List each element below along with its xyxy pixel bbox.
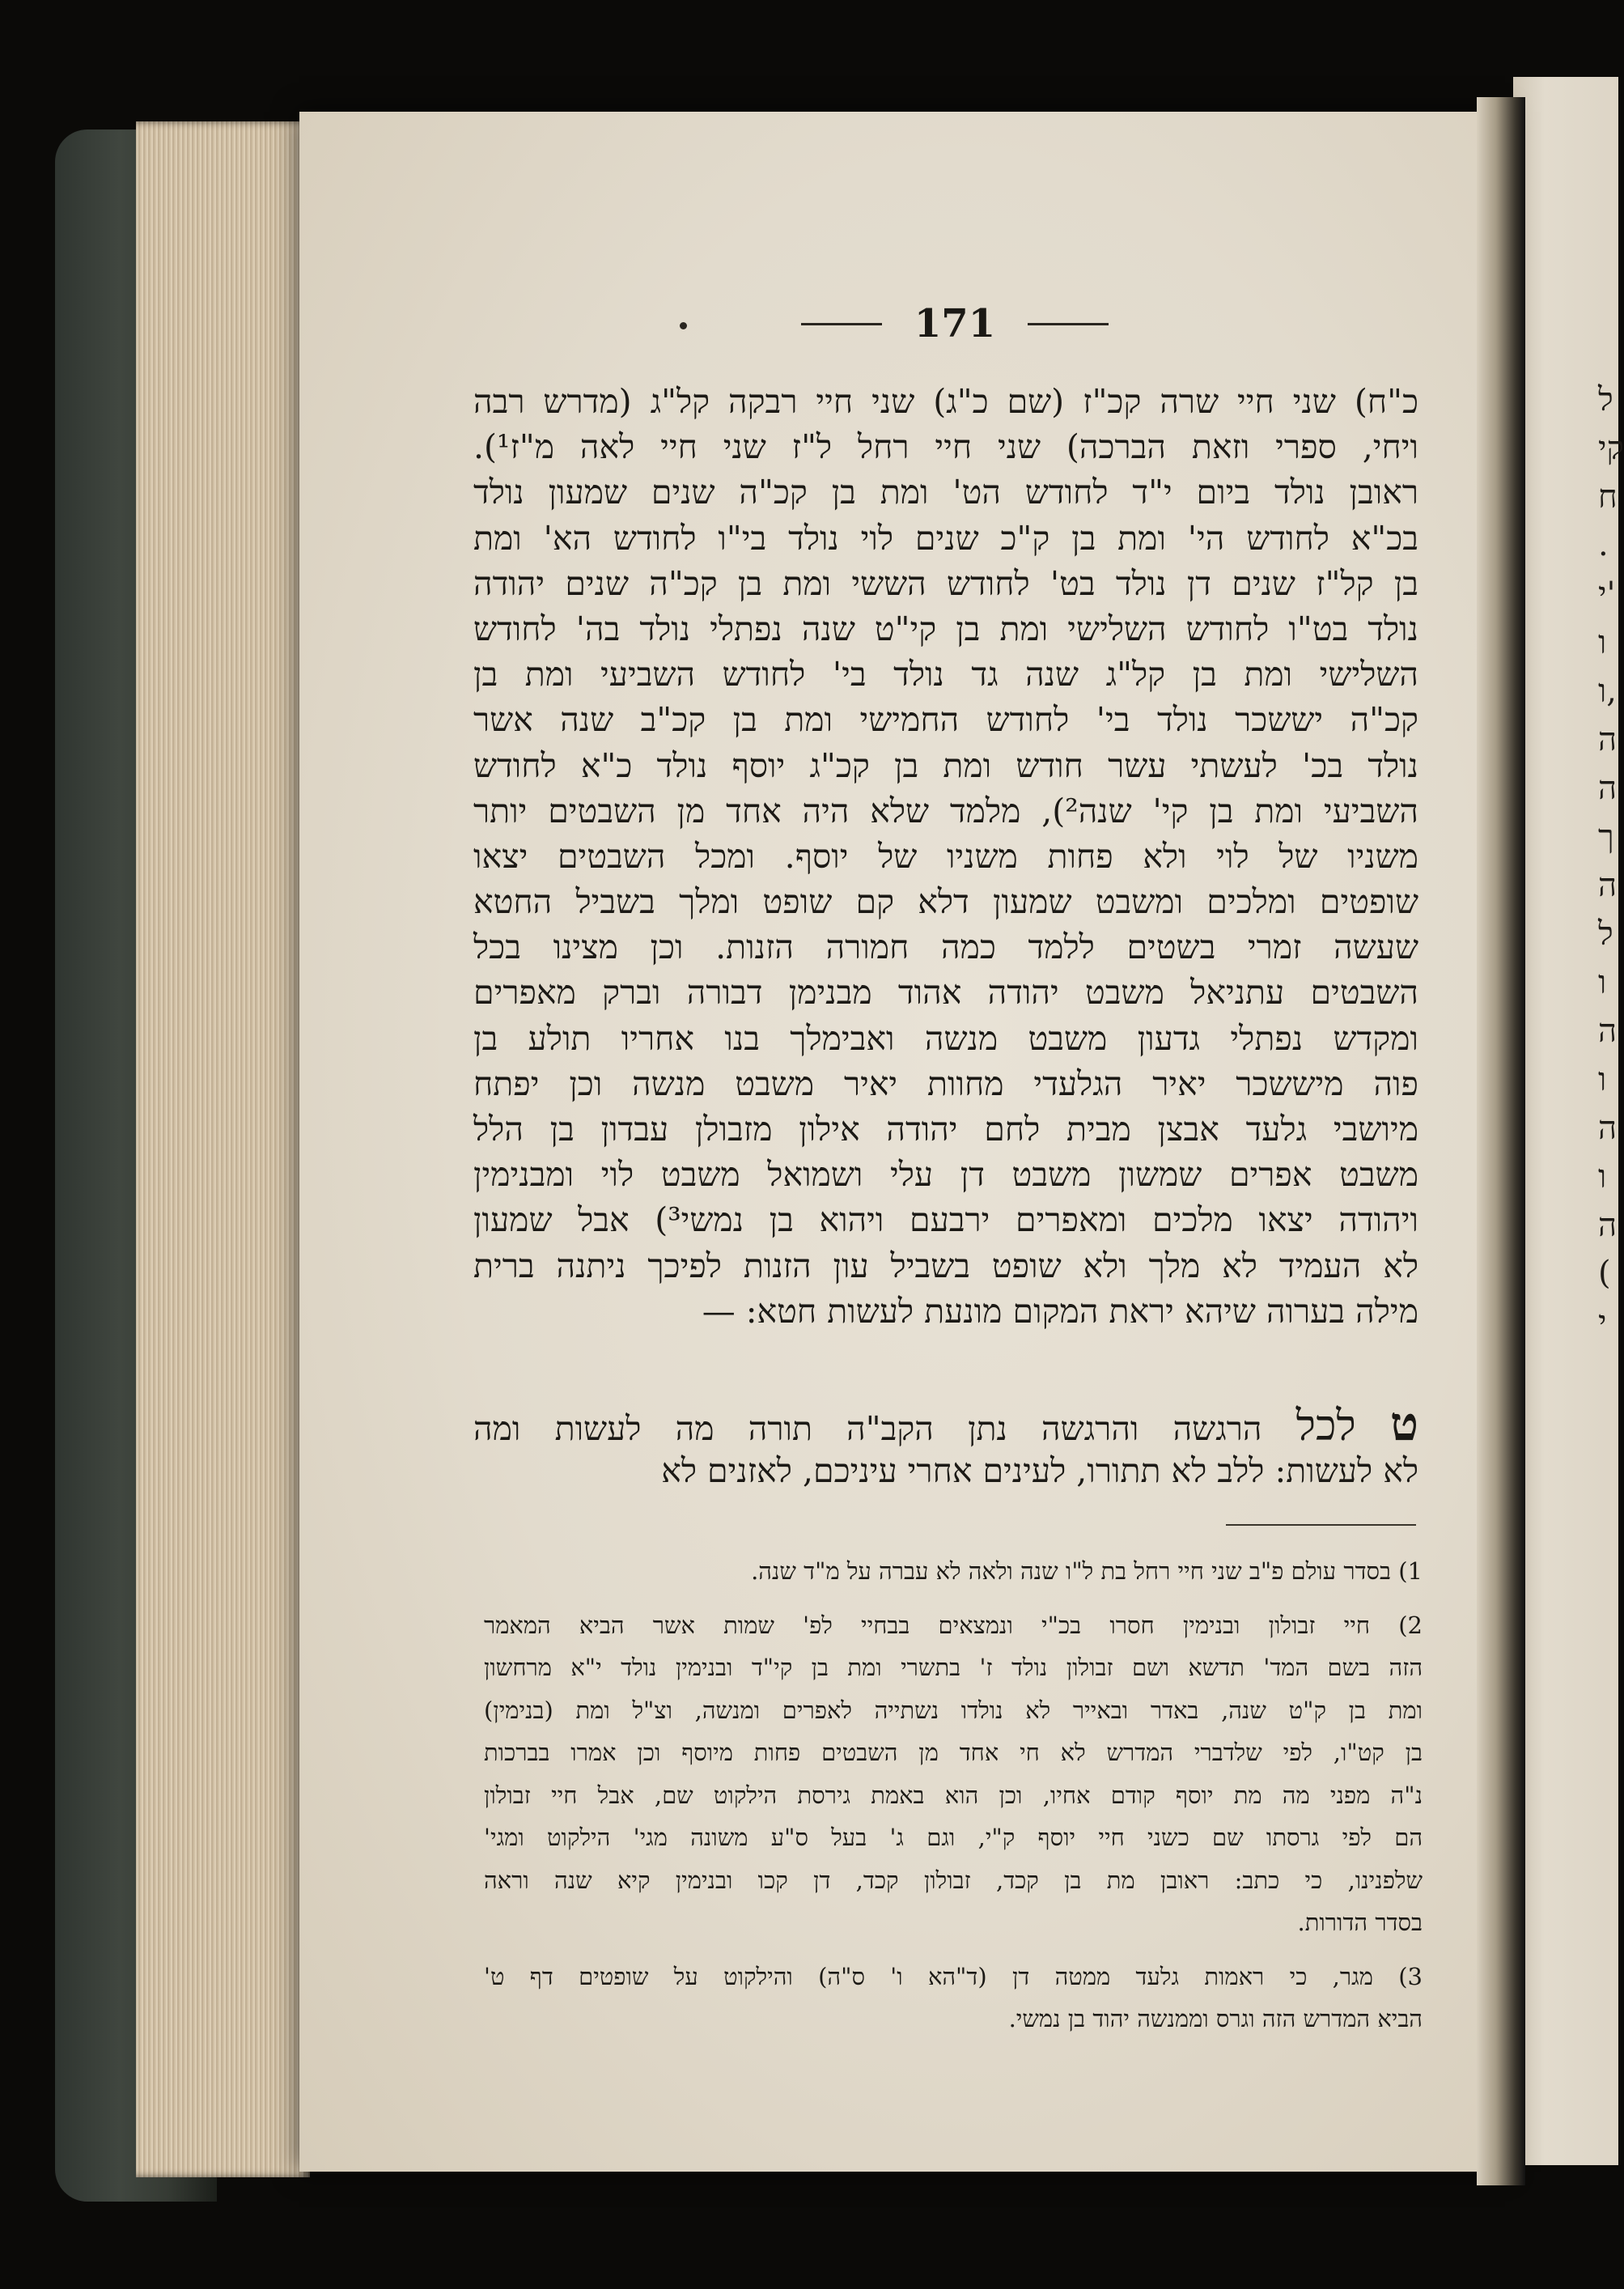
facing-page-glyph: ל	[1598, 381, 1613, 418]
header-rule-right	[1028, 323, 1109, 325]
page-speck	[680, 322, 687, 329]
para2-line1-rest: הרגשה והרגשה נתן הקב"ה תורה מה לעשות ומה	[473, 1409, 1262, 1448]
footnote-line: בסדר הדורות.	[1297, 1909, 1423, 1936]
second-paragraph	[473, 1396, 1418, 1494]
text-line: משניו של לוי ולא פחות משניו של יוסף. ומכל השבטים יצאו	[473, 836, 1418, 876]
main-paragraph	[473, 379, 1418, 1334]
facing-page-glyph: ו,	[1598, 673, 1617, 710]
text-line: בכ"א לחודש הי' ומת בן ק"כ שנים לוי נולד בי"ו לחודש הא' ומת	[473, 518, 1418, 558]
facing-page-glyph: ו	[1598, 1158, 1607, 1195]
text-line: מיושבי גלעד אבצן מבית לחם יהודה אילון מזבולן עבדון בן הלל	[473, 1110, 1418, 1149]
facing-page-glyph: ה	[1598, 867, 1618, 904]
para2-first-word: לכל	[1295, 1402, 1356, 1450]
paragraph-marker: ט	[1389, 1396, 1418, 1451]
page-header	[761, 295, 1149, 352]
facing-page-glyph: ך	[1598, 818, 1614, 856]
text-line: נולד בט"ו לחודש השלישי ומת בן קי"ט שנה נפתלי נולד בה' לחודש	[473, 609, 1418, 648]
text-line: השביעי ומת בן קי' שנה²), מלמד שלא היה אחד מן השבטים יותר	[473, 791, 1419, 830]
text-line: בן קל"ז שנים דן נולד בט' לחודש הששי ומת בן קכ"ה שנים יהודה	[473, 563, 1418, 603]
text-line: פוה מיששכר יאיר הגלעדי מחוות יאיר משבט מנשה וכן יפתח	[473, 1064, 1418, 1103]
footnote-line: נ"ה מפני מה מת יוסף קודם אחיו, וכן הוא באמת גירסת הילקוט שם, אבל חיי זבולון	[484, 1781, 1423, 1809]
facing-page-glyph: ו	[1598, 624, 1607, 661]
text-line: ומקדש נפתלי גדעון משבט מנשה ואבימלך בנו אחריו תולע בן	[473, 1018, 1418, 1058]
facing-page-glyph: (	[1598, 1255, 1611, 1292]
facing-page-glyph: ה	[1598, 721, 1618, 758]
text-line: משבט אפרים שמשון משבט דן עלי ושמואל משבט לוי ומבנימין	[473, 1155, 1418, 1195]
facing-page-glyph: י'	[1598, 575, 1616, 613]
text-line: שעשה זמרי בשטים ללמד כמה חמורה הזנות. וכן מצינו בכל	[473, 928, 1418, 967]
footnote-gap	[484, 1944, 1423, 1956]
footnote-line: 2) חיי זבולון ובנימין חסרו בכ"י ונמצאים בבחיי לפ' שמות אשר הביא המאמר	[484, 1611, 1423, 1639]
facing-page-glyph: ח	[1598, 478, 1618, 516]
page-edges	[136, 121, 310, 2177]
footnote-line: 1) בסדר עולם פ"ב שני חיי רחל בת ל"ו שנה ולאה לא עברה על מ"ד שנה.	[751, 1557, 1423, 1585]
text-line: כ"ח) שני חיי שרה קכ"ז (שם כ"ג) שני חיי רבקה קל"ג (מדרש רבה	[473, 382, 1418, 421]
facing-page-glyph: ה	[1598, 770, 1618, 807]
footnote-line: הם לפי גרסתו שם כשני חיי יוסף ק"י, וגם ג' בעל ס"ע משונה מגי' הילקוט ומגי'	[484, 1824, 1423, 1851]
footnote-line: ומת בן ק"ט שנה, באדר ובאייר לא נולדו נשתייה לאפרים ומנשה, וצ"ל ומת (בנימין)	[484, 1696, 1423, 1724]
text-line: ראובן נולד ביום י"ד לחודש הט' ומת בן קכ"ה שנים שמעון נולד	[473, 473, 1418, 512]
para2-line: לא לעשות: ללב לא תתורו, לעינים אחרי עיניכם, לאזנים לא	[661, 1451, 1418, 1490]
footnote-gap	[484, 1593, 1423, 1604]
text-line: קכ"ה יששכר נולד בי' לחודש החמישי ומת בן קכ"ב שנה אשר	[473, 700, 1418, 740]
footnotes	[484, 1550, 1423, 2041]
text-line: השלישי ומת בן קל"ג שנה גד נולד בי' לחודש השביעי ומת בן	[473, 655, 1418, 694]
facing-page-glyph: י	[1598, 1304, 1607, 1341]
facing-page-glyph: ה	[1598, 1207, 1618, 1244]
book-gutter	[1477, 97, 1525, 2185]
text-line: נולד בכ' לעשתי עשר חודש ומת בן קכ"ג יוסף נולד כ"א לחודש	[473, 745, 1418, 785]
header-rule-left	[801, 323, 882, 325]
footnote-line: שלפנינו, כי כתב: ראובן מת בן קכד, זבולון קכד, דן קכו ובנימין קיא שנה וראה	[484, 1866, 1423, 1894]
footnote-line: הביא המדרש הזה וגרס וממנשה יהוד בן נמשי.	[1008, 2005, 1423, 2032]
footnote-divider	[1226, 1524, 1416, 1526]
para2-line	[473, 1396, 1418, 1451]
facing-page-glyph: ל	[1598, 915, 1613, 953]
footnote-line: 3) מגר, כי ראמות גלעד ממטה דן (ד"הא ו' ס"ה) והילקוט על שופטים דף ט'	[484, 1962, 1423, 1990]
footnote-line: הזה בשם המד' תדשא ושם זבולון נולד ז' בתשרי ומת בן קי"ד ובנימין נולד י"א מרחשון	[484, 1654, 1423, 1681]
footnote-line: בן קט"ו, לפי שלדברי המדרש לא חי אחד מן השבטים פחות מיוסף וכן אמרו בברכות	[484, 1739, 1423, 1766]
facing-page-glyph: קי	[1598, 430, 1624, 467]
text-line: שופטים ומלכים ומשבט שמעון דלא קם שופט ומלך בשביל החטא	[473, 882, 1418, 922]
facing-page-glyph: ה	[1598, 1110, 1618, 1147]
text-line: מילה בערוה שיהא יראת המקום מונעת לעשות חטא: —	[702, 1291, 1418, 1331]
facing-page-glyph: .	[1598, 526, 1609, 563]
text-line: ויהודה יצאו מלכים ומאפרים ירבעם ויהוא בן נמשי³) אבל שמעון	[473, 1200, 1418, 1240]
text-line: ויחי, ספרי וזאת הברכה) שני חיי רחל ל"ז שני חיי לאה מ"ז¹).	[473, 427, 1418, 467]
text-line: לא העמיד לא מלך ולא שופט בשביל עון הזנות לפיכך ניתנה ברית	[473, 1246, 1418, 1285]
facing-page-glyph: ו	[1598, 1061, 1607, 1098]
text-line: השבטים עתניאל משבט יהודה אהוד מבנימן דבורה וברק מאפרים	[473, 973, 1418, 1013]
facing-page-glyph: ה	[1598, 1013, 1618, 1050]
facing-page-glyph: ו	[1598, 964, 1607, 1001]
page-number: 171	[914, 301, 996, 346]
